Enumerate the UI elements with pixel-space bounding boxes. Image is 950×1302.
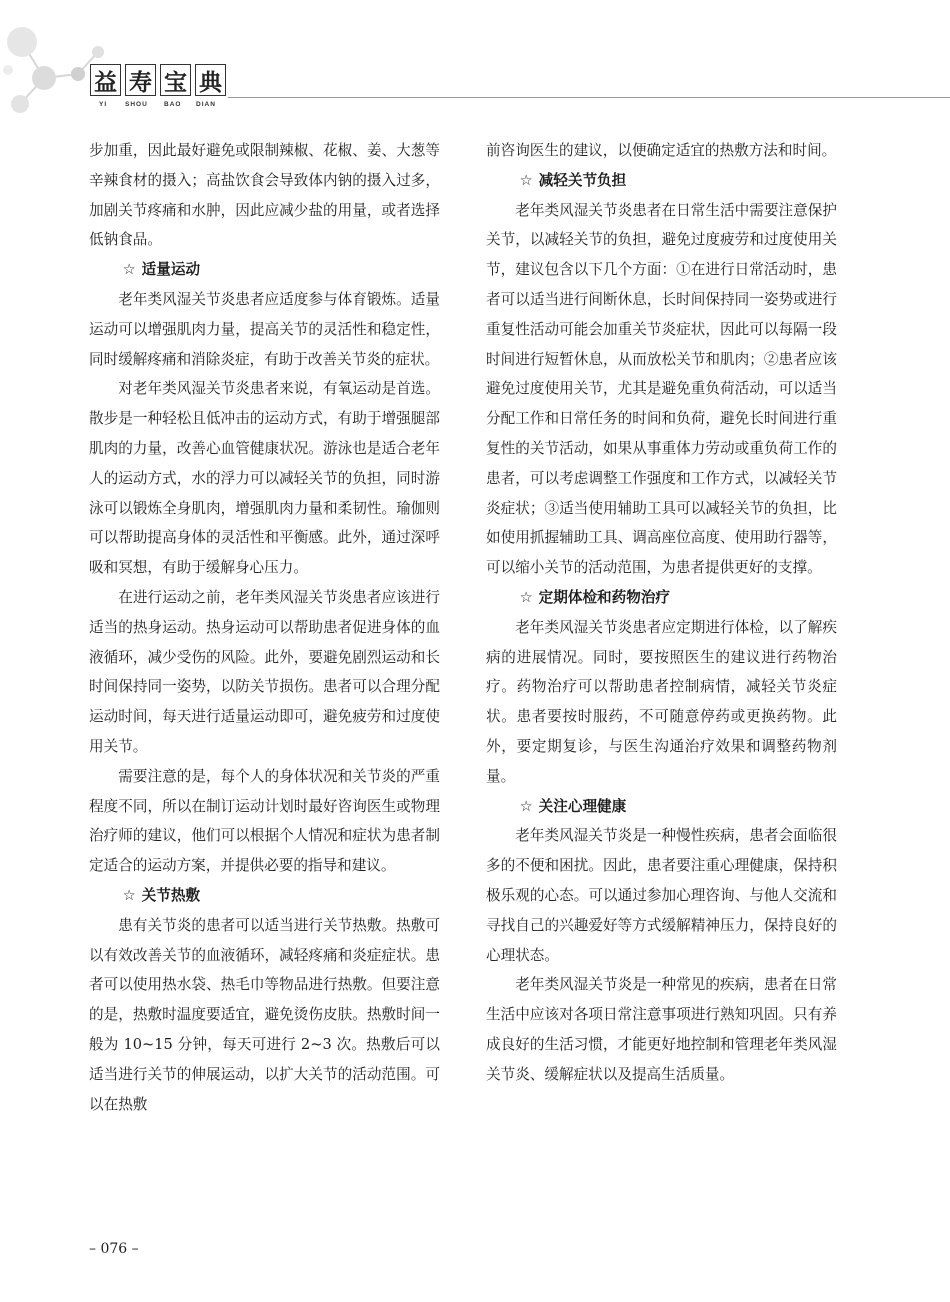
section-heading: [89, 255, 440, 285]
logo-pinyin: DIAN: [196, 101, 216, 108]
section-heading-text: 减轻关节负担: [538, 171, 627, 189]
section-heading: [486, 792, 837, 822]
star-icon: ☆: [122, 261, 136, 279]
body-paragraph: 老年类风湿关节炎患者应定期进行体检，以了解疾病的进展情况。同时，要按照医生的建议进行药物治疗。药物治疗可以帮助患者控制病情，减轻关节炎症状。患者要按时服药，不可随意停药或更换药物。此外，要定期复诊，与医生沟通治疗效果和调整药物剂量。: [486, 618, 837, 785]
logo-char: 益: [90, 64, 121, 96]
logo-pinyin: SHOU: [125, 101, 148, 108]
logo-pinyin: BAO: [164, 101, 182, 108]
section-heading-text: 适量运动: [141, 261, 201, 279]
book-logo: [90, 64, 230, 96]
right-column: [486, 136, 837, 1090]
logo-pinyin: YI: [99, 101, 108, 108]
star-icon: ☆: [519, 588, 533, 606]
star-icon: ☆: [519, 171, 533, 189]
section-heading: [89, 881, 440, 911]
logo-char: 宝: [160, 64, 191, 96]
section-heading: [486, 166, 837, 196]
header-rule: [228, 97, 950, 98]
body-paragraph: 老年类风湿关节炎患者在日常生活中需要注意保护关节，以减轻关节的负担，避免过度疲劳和过度使用关节，建议包含以下几个方面：①在进行日常活动时，患者可以适当进行间断休息，长时间保持同一姿势或进行重复性活动可能会加重关节炎症状，因此可以每隔一段时间进行短暂休息，从而放松关节和肌肉；②患者应该避免过度使用关节，尤其是避免重负荷活动，可以适当分配工作和日常任务的时间和负荷，避免长时间进行重复性的关节活动，如果从事重体力劳动或重负荷工作的患者，可以考虑调整工作强度和工作方式，以减轻关节炎症状；③适当使用辅助工具可以减轻关节的负担，比如使用抓握辅助工具、调高座位高度、使用助行器等，可以缩小关节的活动范围，为患者提供更好的支撑。: [486, 201, 837, 577]
body-paragraph: 患有关节炎的患者可以适当进行关节热敷。热敷可以有效改善关节的血液循环，减轻疼痛和炎症症状。患者可以使用热水袋、热毛巾等物品进行热敷。但要注意的是，热敷时温度要适宜，避免烫伤皮肤。热敷时间一般为 10~15 分钟，每天可进行 2~3 次。热敷后可以适当进行关节的伸展运动，以扩大关节的活动范围。可以在热敷: [89, 916, 440, 1113]
body-paragraph: 需要注意的是，每个人的身体状况和关节炎的严重程度不同，所以在制订运动计划时最好咨询医生或物理治疗师的建议，他们可以根据个人情况和症状为患者制定适合的运动方案，并提供必要的指导和建议。: [89, 767, 440, 875]
body-paragraph: 对老年类风湿关节炎患者来说，有氧运动是首选。散步是一种轻松且低冲击的运动方式，有助于增强腿部肌肉的力量，改善心血管健康状况。游泳也是适合老年人的运动方式，水的浮力可以减轻关节的负担，同时游泳可以锻炼全身肌肉，增强肌肉力量和柔韧性。瑜伽则可以帮助提高身体的灵活性和平衡感。此外，通过深呼吸和冥想，有助于缓解身心压力。: [89, 380, 440, 577]
body-paragraph: 老年类风湿关节炎患者应适度参与体育锻炼。适量运动可以增强肌肉力量，提高关节的灵活性和稳定性，同时缓解疼痛和消除炎症，有助于改善关节炎的症状。: [89, 290, 440, 368]
body-paragraph: 步加重，因此最好避免或限制辣椒、花椒、姜、大葱等辛辣食材的摄入；高盐饮食会导致体内钠的摄入过多，加剧关节疼痛和水肿，因此应减少盐的用量，或者选择低钠食品。: [89, 142, 440, 249]
star-icon: ☆: [122, 886, 136, 904]
section-heading-text: 关节热敷: [141, 886, 201, 904]
body-paragraph: 在进行运动之前，老年类风湿关节炎患者应该进行适当的热身运动。热身运动可以帮助患者促进身体的血液循环，减少受伤的风险。此外，要避免剧烈运动和长时间保持同一姿势，以防关节损伤。患者可以合理分配运动时间，每天进行适量运动即可，避免疲劳和过度使用关节。: [89, 588, 440, 755]
left-column: [89, 136, 440, 1119]
body-paragraph: 老年类风湿关节炎是一种慢性疾病，患者会面临很多的不便和困扰。因此，患者要注重心理健康，保持积极乐观的心态。可以通过参加心理咨询、与他人交流和寻找自己的兴趣爱好等方式缓解精神压力，保持良好的心理状态。: [486, 827, 837, 964]
body-paragraph: 前咨询医生的建议，以便确定适宜的热敷方法和时间。: [486, 142, 837, 159]
star-icon: ☆: [519, 797, 533, 815]
page-number: – 076 –: [89, 1241, 139, 1257]
logo-char: 寿: [125, 64, 156, 96]
body-paragraph: 老年类风湿关节炎是一种常见的疾病，患者在日常生活中应该对各项日常注意事项进行熟知巩固。只有养成良好的生活习惯，才能更好地控制和管理老年类风湿关节炎、缓解症状以及提高生活质量。: [486, 976, 837, 1083]
section-heading-text: 定期体检和药物治疗: [538, 588, 671, 606]
section-heading: [486, 583, 837, 613]
logo-char: 典: [195, 64, 226, 96]
section-heading-text: 关注心理健康: [538, 797, 627, 815]
